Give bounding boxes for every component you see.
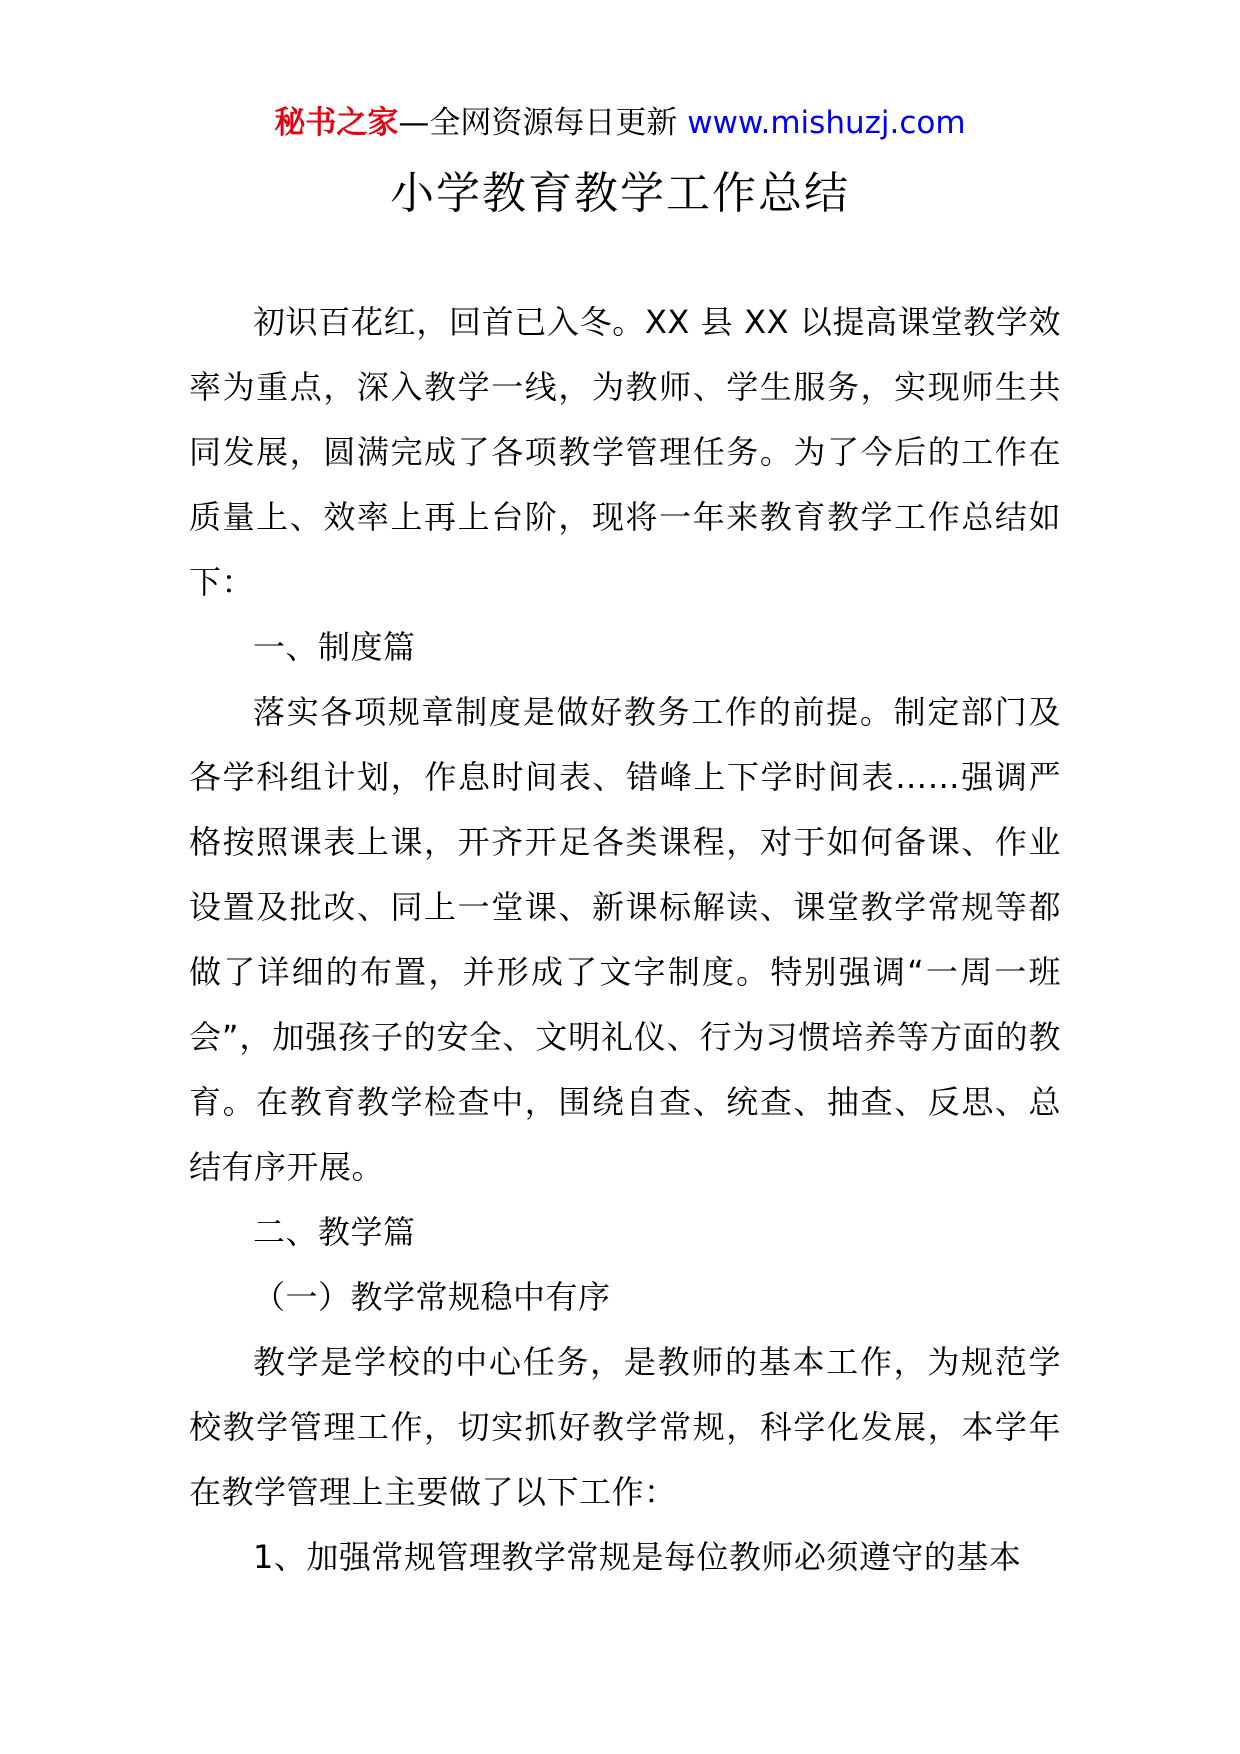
list-item-1: 1、加强常规管理教学常规是每位教师必须遵守的基本	[253, 1538, 1022, 1576]
section-heading-system: 一、制度篇	[253, 628, 416, 666]
system-paragraph: 落实各项规章制度是做好教务工作的前提。制定部门及各学科组计划，作息时间表、错峰上下学时间表……强调严格按照课表上课，开齐开足各类课程，对于如何备课、作业设置及批改、同上一堂课、新课标解读、课堂教学常规等都做了详细的布置，并形成了文字制度。特别强调“一周一班会”，加强孩子的安全、文明礼仪、行为习惯培养等方面的教育。在教育教学检查中，围绕自查、统查、抽查、反思、总结有序开展。	[189, 693, 1061, 1186]
section-heading-teaching: 二、教学篇	[253, 1213, 416, 1251]
brand-name: 秘书之家	[274, 105, 399, 141]
subsection-heading-routine: （一）教学常规稳中有序	[253, 1278, 611, 1316]
site-url-link[interactable]: www.mishuzj.com	[687, 105, 966, 141]
source-header	[0, 100, 1240, 146]
teaching-paragraph: 教学是学校的中心任务，是教师的基本工作，为规范学校教学管理工作，切实抓好教学常规，科学化发展，本学年在教学管理上主要做了以下工作：	[189, 1343, 1061, 1511]
document-title: 小学教育教学工作总结	[390, 168, 850, 219]
document-body	[189, 290, 1061, 1590]
intro-paragraph: 初识百花红，回首已入冬。XX 县 XX 以提高课堂教学效率为重点，深入教学一线，为教师、学生服务，实现师生共同发展，圆满完成了各项教学管理任务。为了今后的工作在质量上、效率上再上台阶，现将一年来教育教学工作总结如下：	[189, 303, 1061, 601]
header-slogan: —全网资源每日更新	[398, 105, 678, 141]
